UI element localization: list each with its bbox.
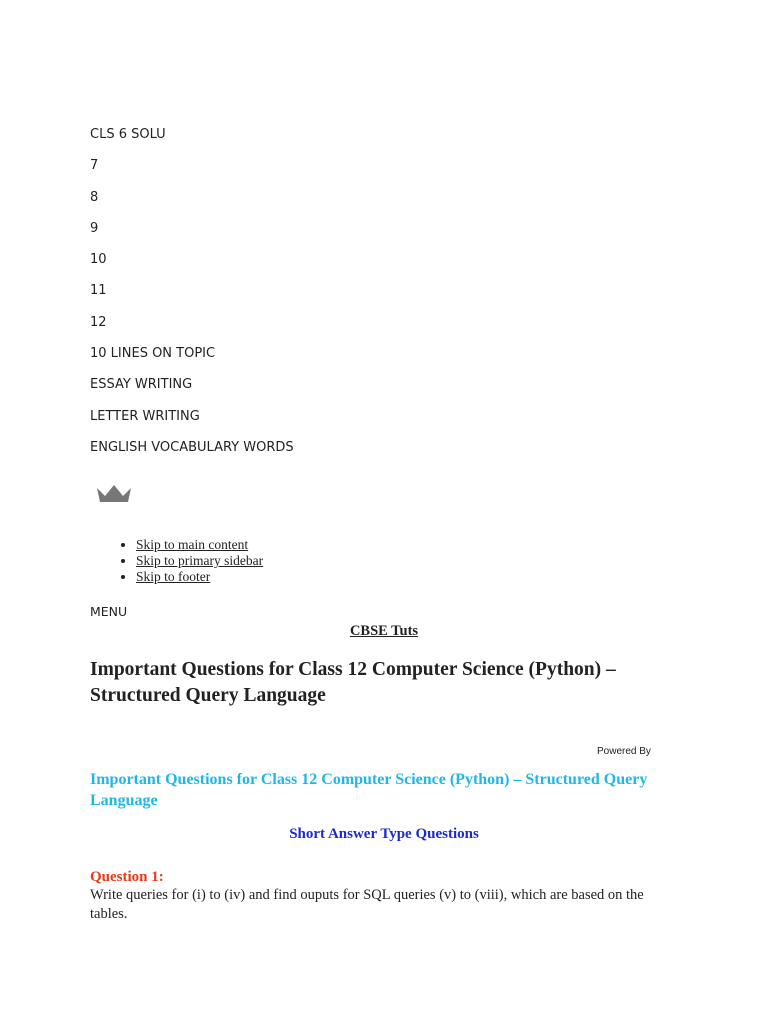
crown-icon[interactable] [95,482,133,504]
powered-by-label: Powered By [597,746,651,757]
nav-item-cls6-solu[interactable]: CLS 6 SOLU [90,127,166,142]
top-nav-menu [90,124,294,468]
skip-link-item [136,569,263,585]
nav-item-12[interactable]: 12 [90,314,107,330]
nav-item-essay-writing[interactable]: ESSAY WRITING [90,377,193,393]
nav-item-english-vocabulary-words[interactable]: ENGLISH VOCABULARY WORDS [90,439,294,455]
nav-item-9[interactable]: 9 [90,220,99,236]
nav-item-10-lines-on-topic[interactable]: 10 LINES ON TOPIC [90,346,216,362]
site-title-link[interactable]: CBSE Tuts [349,623,419,639]
section-heading: Short Answer Type Questions [289,826,479,842]
nav-item-letter-writing[interactable]: LETTER WRITING [90,408,200,424]
nav-item-10[interactable]: 10 [90,252,107,268]
page-title: Important Questions for Class 12 Computer Science (Python) – Structured Query Language [90,659,616,706]
skip-links [112,537,263,585]
nav-item-11[interactable]: 11 [90,283,107,299]
question-label: Question 1: [90,869,164,885]
nav-item-8[interactable]: 8 [90,189,99,205]
skip-link-item [136,553,263,569]
article-heading: Important Questions for Class 12 Computer Science (Python) – Structured Query Language [90,771,648,809]
question-text: Write queries for (i) to (iv) and find ouputs for SQL queries (v) to (viii), which are based on the tables. [90,887,644,922]
nav-item-7[interactable]: 7 [90,158,99,174]
skip-to-primary-sidebar-link[interactable]: Skip to primary sidebar [136,553,264,568]
menu-toggle-button[interactable]: MENU [90,604,128,619]
skip-to-main-content-link[interactable]: Skip to main content [136,537,249,552]
skip-to-footer-link[interactable]: Skip to footer [136,569,211,584]
skip-link-item [136,537,263,553]
